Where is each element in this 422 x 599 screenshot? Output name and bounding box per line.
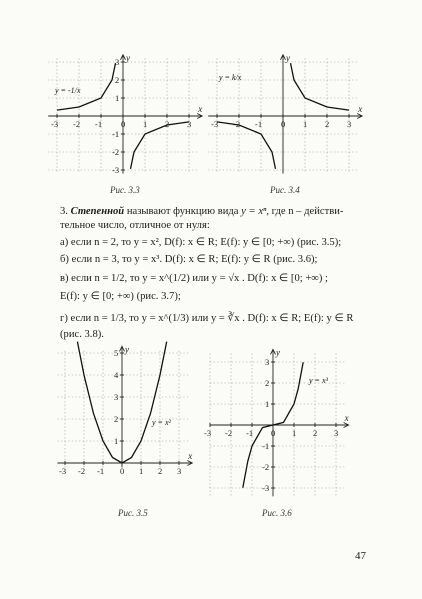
- x-tick-label: 1: [303, 119, 308, 129]
- y-tick-label: -1: [262, 441, 270, 451]
- x-tick-label: -2: [78, 466, 86, 476]
- function-label: y = -1/x: [55, 86, 81, 95]
- x-tick-label: -2: [225, 428, 233, 438]
- y-tick-label: 2: [114, 414, 119, 424]
- x-tick-label: 2: [165, 119, 170, 129]
- y-tick-label: -2: [262, 462, 270, 472]
- x-tick-label: -1: [246, 428, 254, 438]
- paragraph-line-1: [60, 205, 376, 219]
- x-tick-label: 3: [177, 466, 182, 476]
- para-formula: y = xⁿ: [241, 206, 267, 217]
- x-axis-label: x: [198, 104, 203, 114]
- y-axis-label: y: [286, 52, 290, 63]
- function-label: y = x³: [309, 376, 328, 385]
- item-b: б) если n = 3, то y = x³. D(f): x ∈ R; E(f): y ∈ R (рис. 3.6);: [60, 254, 318, 265]
- y-tick-label: -3: [262, 483, 270, 493]
- term-stepennoy: Степенной: [70, 206, 125, 217]
- y-tick-label: 3: [115, 57, 120, 67]
- function-curve: [291, 63, 350, 110]
- x-tick-label: -3: [211, 119, 219, 129]
- figure-3-5-graph: [52, 345, 202, 480]
- y-tick-label: 5: [114, 348, 119, 358]
- x-tick-label: 3: [347, 119, 352, 129]
- y-tick-label: 1: [115, 93, 120, 103]
- y-tick-label: 3: [114, 392, 119, 402]
- item-v-line-1: в) если n = 1/2, то y = x^(1/2) или y = √x . D(f): x ∈ [0; +∞) ;: [60, 273, 328, 284]
- paragraph-number: 3.: [60, 206, 68, 217]
- figure-3-4-graph: [205, 38, 365, 178]
- x-axis-label: x: [188, 451, 193, 461]
- x-tick-label: -2: [73, 119, 81, 129]
- item-v-line-2: E(f): y ∈ [0; +∞) (рис. 3.7);: [60, 291, 181, 302]
- x-tick-label: -3: [51, 119, 59, 129]
- y-axis-label: y: [126, 52, 130, 63]
- y-tick-label: -1: [112, 129, 120, 139]
- caption-3-4: Рис. 3.4: [270, 185, 300, 195]
- para-text-b: , где n – действи-: [266, 206, 344, 217]
- item-g-line-1: г) если n = 1/3, то y = x^(1/3) или y = ∛x . D(f): x ∈ R; E(f): y ∈ R: [60, 313, 354, 324]
- y-tick-label: 3: [265, 357, 270, 367]
- x-axis-label: x: [344, 413, 349, 423]
- x-tick-label: 0: [120, 466, 125, 476]
- y-tick-label: 2: [115, 75, 120, 85]
- figure-3-6: [205, 345, 355, 495]
- x-tick-label: 2: [325, 119, 330, 129]
- caption-3-3: Рис. 3.3: [110, 185, 140, 195]
- y-tick-label: 1: [114, 436, 119, 446]
- x-tick-label: -3: [59, 466, 67, 476]
- caption-3-5: Рис. 3.5: [118, 508, 148, 518]
- x-tick-label: -1: [255, 119, 263, 129]
- figure-3-3-graph: [45, 38, 205, 178]
- y-tick-label: 2: [265, 378, 270, 388]
- para-text-a: называют функцию вида: [126, 206, 239, 217]
- x-tick-label: 1: [292, 428, 297, 438]
- x-axis-label: x: [358, 104, 363, 114]
- x-tick-label: 1: [143, 119, 148, 129]
- y-axis-label: y: [125, 344, 129, 355]
- x-tick-label: 0: [271, 428, 276, 438]
- y-tick-label: -2: [112, 147, 120, 157]
- figure-3-5: [52, 345, 202, 480]
- function-label: y = k/x: [219, 73, 242, 82]
- x-tick-label: 2: [313, 428, 318, 438]
- caption-3-6: Рис. 3.6: [262, 508, 292, 518]
- figure-3-4: [205, 38, 365, 178]
- function-label: y = x²: [152, 418, 171, 427]
- figure-3-3: [45, 38, 205, 178]
- y-tick-label: 4: [114, 370, 119, 380]
- x-tick-label: 0: [121, 119, 126, 129]
- function-curve: [217, 122, 276, 169]
- x-tick-label: -1: [97, 466, 105, 476]
- item-g-line-2: (рис. 3.8).: [60, 329, 104, 340]
- x-tick-label: 3: [334, 428, 339, 438]
- x-tick-label: 3: [187, 119, 192, 129]
- x-tick-label: -3: [204, 428, 212, 438]
- y-tick-label: -3: [112, 165, 120, 175]
- x-tick-label: 2: [158, 466, 163, 476]
- x-tick-label: 1: [139, 466, 144, 476]
- x-tick-label: -2: [233, 119, 241, 129]
- x-tick-label: -1: [95, 119, 103, 129]
- page-number: 47: [355, 550, 366, 562]
- item-a: а) если n = 2, то y = x², D(f): x ∈ R; E(f): y ∈ [0; +∞) (рис. 3.5);: [60, 237, 342, 248]
- paragraph-line-2: тельное число, отличное от нуля:: [60, 220, 210, 231]
- y-axis-label: y: [276, 347, 280, 358]
- function-curve: [131, 122, 190, 169]
- y-tick-label: 1: [265, 399, 270, 409]
- figure-3-6-graph: [205, 345, 355, 495]
- x-tick-label: 0: [281, 119, 286, 129]
